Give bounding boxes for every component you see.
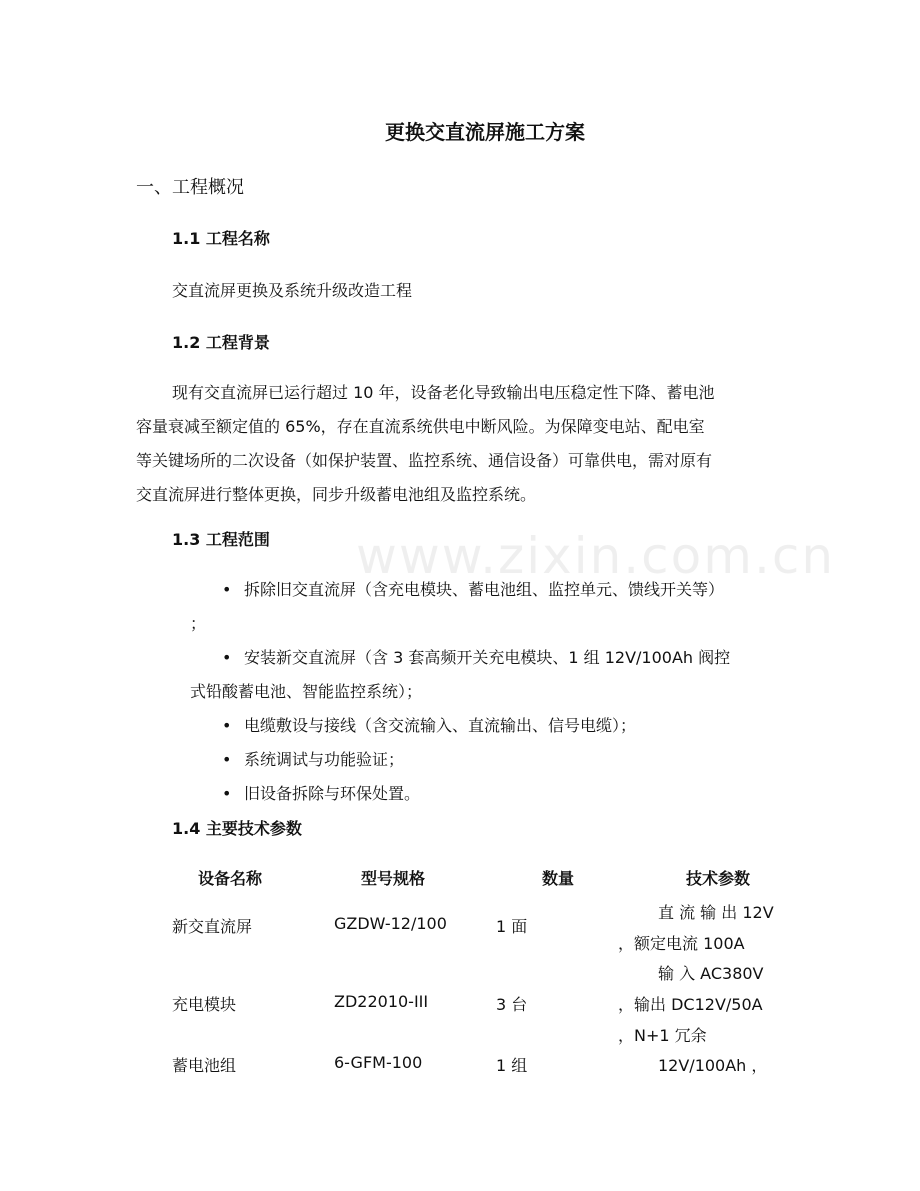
table-cell-name: 充电模块 xyxy=(172,995,237,1014)
list-item xyxy=(190,743,790,777)
list-item-text: 旧设备拆除与环保处置。 xyxy=(244,784,421,803)
bullet-icon: • xyxy=(222,716,232,735)
spec-line: ，额定电流 100A xyxy=(618,934,745,953)
table-cell-name: 新交直流屏 xyxy=(172,917,253,936)
table-cell-model: ZD22010-III xyxy=(334,992,429,1011)
paragraph-line: 等关键场所的二次设备（如保护装置、监控系统、通信设备）可靠供电，需对原有 xyxy=(136,451,713,470)
spec-line: ，输出 DC12V/50A xyxy=(618,995,763,1014)
background-paragraph xyxy=(136,376,786,512)
spec-line: ，N+1 冗余 xyxy=(618,1026,707,1045)
list-item-continuation: 式铅酸蓄电池、智能监控系统）； xyxy=(190,682,423,701)
subsection-heading-1-2: 1.2 工程背景 xyxy=(172,333,270,352)
subsection-heading-1-4: 1.4 主要技术参数 xyxy=(172,819,302,838)
watermark: www.zixin.com.cn xyxy=(356,527,836,585)
table-cell-spec xyxy=(618,897,788,959)
table-cell-model: GZDW-12/100 xyxy=(334,914,447,933)
bullet-icon: • xyxy=(222,648,232,667)
list-item-text: 安装新交直流屏（含 3 套高频开关充电模块、1 组 12V/100Ah 阀控 xyxy=(244,648,731,667)
table-header-model: 型号规格 xyxy=(361,869,426,888)
subsection-heading-1-3: 1.3 工程范围 xyxy=(172,530,270,549)
bullet-icon: • xyxy=(222,784,232,803)
spec-line: 12V/100Ah ， xyxy=(658,1056,768,1075)
bullet-icon: • xyxy=(222,750,232,769)
list-item xyxy=(190,573,790,641)
table-header-qty: 数量 xyxy=(542,869,575,888)
paragraph-line: 交直流屏进行整体更换，同步升级蓄电池组及监控系统。 xyxy=(136,485,537,504)
section-heading: 一、工程概况 xyxy=(136,177,244,198)
table-cell-qty: 3 台 xyxy=(496,995,528,1014)
table-cell-model: 6-GFM-100 xyxy=(334,1053,423,1072)
list-item-continuation: ； xyxy=(190,614,207,633)
project-name-text: 交直流屏更换及系统升级改造工程 xyxy=(172,281,413,300)
subsection-heading-1-1: 1.1 工程名称 xyxy=(172,229,270,248)
spec-line: 直 流 输 出 12V xyxy=(658,903,774,922)
list-item-text: 电缆敷设与接线（含交流输入、直流输出、信号电缆）； xyxy=(244,716,637,735)
table-header-spec: 技术参数 xyxy=(686,869,751,888)
list-item-text: 拆除旧交直流屏（含充电模块、蓄电池组、监控单元、馈线开关等） xyxy=(244,580,725,599)
list-item-text: 系统调试与功能验证； xyxy=(244,750,405,769)
table-cell-qty: 1 组 xyxy=(496,1056,528,1075)
list-item xyxy=(190,709,790,743)
document-title: 更换交直流屏施工方案 xyxy=(385,120,585,144)
table-cell-spec xyxy=(618,958,788,1051)
spec-line: 输 入 AC380V xyxy=(658,964,764,983)
list-item xyxy=(190,777,790,811)
bullet-icon: • xyxy=(222,580,232,599)
scope-list xyxy=(190,573,790,811)
table-header-name: 设备名称 xyxy=(198,869,263,888)
table-cell-spec xyxy=(618,1050,788,1081)
table-cell-qty: 1 面 xyxy=(496,917,528,936)
list-item xyxy=(190,641,790,709)
paragraph-line: 现有交直流屏已运行超过 10 年，设备老化导致输出电压稳定性下降、蓄电池 xyxy=(172,383,715,402)
table-cell-name: 蓄电池组 xyxy=(172,1056,237,1075)
paragraph-line: 容量衰减至额定值的 65%，存在直流系统供电中断风险。为保障变电站、配电室 xyxy=(136,417,705,436)
